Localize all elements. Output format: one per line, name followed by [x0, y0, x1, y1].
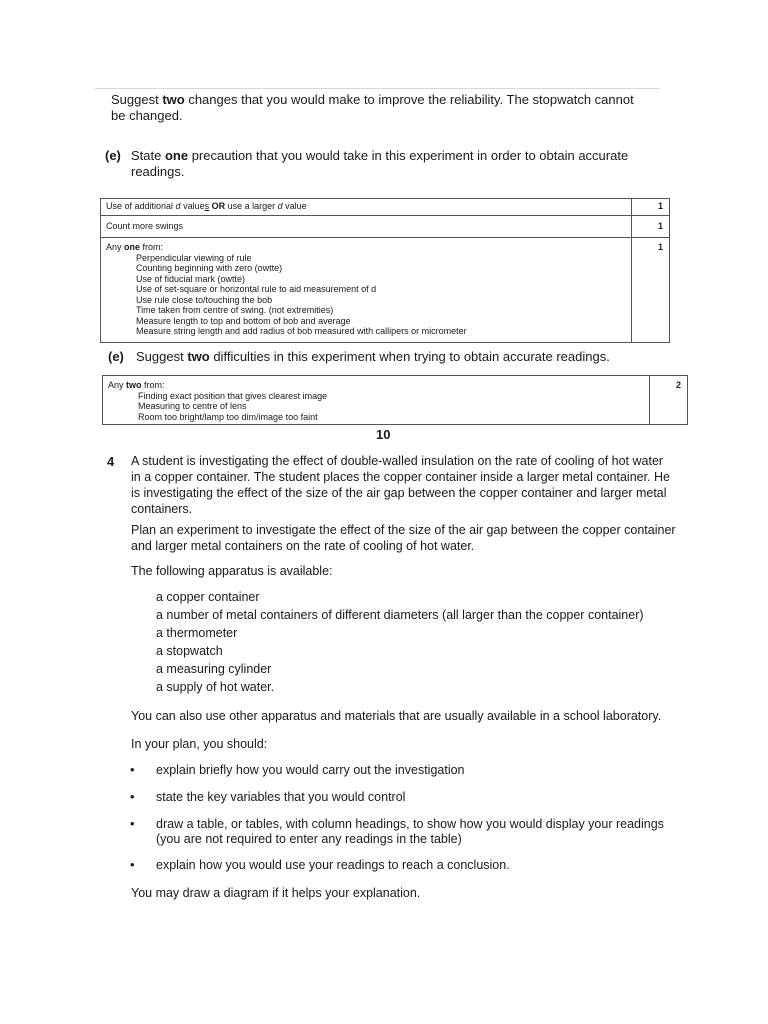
table-row — [101, 238, 670, 343]
diagram-note: You may draw a diagram if it helps your explanation. — [131, 886, 421, 900]
part-e-label-2: (e) — [108, 349, 124, 364]
precaution-question-line1: State one precaution that you would take in this experiment in order to obtain accurate — [131, 148, 629, 163]
list-item: Measure length to top and bottom of bob and average — [136, 315, 351, 326]
question-4-number: 4 — [107, 454, 115, 469]
reliability-question-line2: be changed. — [111, 108, 183, 123]
apparatus-item: a measuring cylinder — [156, 662, 272, 676]
text-line: (you are not required to enter any readings in the table) — [156, 832, 462, 846]
page-number: 10 — [376, 427, 391, 442]
bullet: • — [130, 762, 135, 777]
plan-should-heading: In your plan, you should: — [131, 737, 268, 751]
list-item: Finding exact position that gives clearest image — [138, 390, 328, 401]
text-line: and larger metal containers on the rate of cooling of hot water. — [131, 539, 475, 553]
bullet-text: explain briefly how you would carry out the investigation — [156, 763, 465, 777]
mark-value: 1 — [632, 199, 670, 216]
list-item: Use rule close to/touching the bob — [136, 294, 273, 305]
text-line: is investigating the effect of the size of the air gap between the copper container and larger metal — [131, 486, 667, 500]
table-cell — [103, 376, 650, 425]
precaution-question-line2: readings. — [131, 164, 185, 179]
list-item: Perpendicular viewing of rule — [136, 252, 252, 263]
text-line: Plan an experiment to investigate the effect of the size of the air gap between the copper container — [131, 523, 676, 537]
table-row — [103, 376, 688, 425]
plan-instruction — [131, 522, 691, 554]
list-item: Measuring to centre of lens — [138, 401, 247, 411]
apparatus-item: a number of metal containers of different diameters (all larger than the copper container) — [156, 608, 644, 622]
table-cell: Count more swings — [101, 215, 632, 238]
text-line: in a copper container. The student places the copper container inside a larger metal container. He — [131, 470, 670, 484]
table-row — [101, 215, 670, 238]
bullet: • — [130, 789, 135, 804]
table-cell: Use of additional d values OR use a larger d value — [101, 199, 632, 216]
question-4-intro — [131, 453, 691, 517]
table-cell — [101, 238, 632, 343]
bullet-text — [156, 817, 664, 847]
list-item: Room too bright/lamp too dim/image too faint — [138, 411, 318, 422]
any-two-heading: Any two from: — [108, 380, 165, 390]
mark-value: 2 — [650, 376, 688, 425]
list-item: Time taken from centre of swing. (not extremities) — [136, 305, 334, 315]
list-item: Use of set-square or horizontal rule to aid measurement of d — [136, 284, 377, 294]
reliability-question — [111, 92, 671, 124]
apparatus-item: a thermometer — [156, 626, 238, 640]
mark-scheme-table-difficulties — [102, 375, 688, 425]
apparatus-item: a copper container — [156, 590, 260, 604]
mark-scheme-table-precaution — [100, 198, 670, 343]
any-one-heading: Any one from: — [106, 242, 164, 252]
reliability-question-line1: Suggest two changes that you would make to improve the reliability. The stopwatch cannot — [111, 92, 634, 107]
list-item: Measure string length and add radius of bob measured with callipers or micrometer — [136, 326, 467, 336]
mark-value: 1 — [632, 238, 670, 343]
bullet-text: explain how you would use your readings to reach a conclusion. — [156, 858, 510, 872]
list-item: Counting beginning with zero (owtte) — [136, 263, 283, 273]
difficulties-question: Suggest two difficulties in this experiment when trying to obtain accurate readings. — [136, 349, 610, 364]
precaution-question — [131, 148, 671, 180]
part-e-label-1: (e) — [105, 148, 121, 163]
text-line: draw a table, or tables, with column headings, to show how you would display your readings — [156, 817, 664, 831]
top-scan-line — [95, 88, 660, 89]
apparatus-item: a stopwatch — [156, 644, 223, 658]
mark-value: 1 — [632, 215, 670, 238]
bullet: • — [130, 857, 135, 872]
apparatus-item: a supply of hot water. — [156, 680, 275, 694]
list-item: Use of fiducial mark (owtte) — [136, 273, 246, 284]
bullet-text: state the key variables that you would control — [156, 790, 406, 804]
other-apparatus-note: You can also use other apparatus and materials that are usually available in a school laboratory. — [131, 709, 662, 723]
bullet: • — [130, 816, 135, 831]
text-line: A student is investigating the effect of double-walled insulation on the rate of cooling of hot water — [131, 454, 664, 468]
text-line: containers. — [131, 502, 193, 516]
apparatus-heading: The following apparatus is available: — [131, 564, 333, 578]
table-row — [101, 199, 670, 216]
